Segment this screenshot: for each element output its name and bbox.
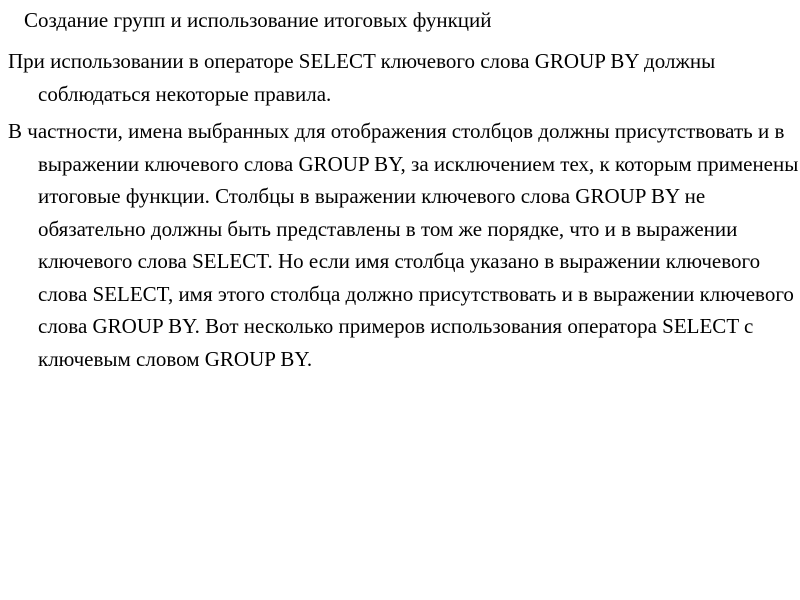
paragraph-group-by-details: В частности, имена выбранных для отображения столбцов должны присутствовать и в выражении ключевого слова GROUP BY, за исключением тех, к которым применены итоговые функции. Столбцы в выражении ключевого слова GROUP BY не обязательно должны быть представлены в том же порядке, что и в выражении ключевого слова SELECT. Но если имя столбца указано в выражении ключевого слова SELECT, имя этого столбца должно присутствовать и в выражении ключевого слова GROUP BY. Вот несколько примеров использования оператора SELECT с ключевым словом GROUP BY. [8, 119, 799, 371]
paragraph-group-by-rules: При использовании в операторе SELECT ключевого слова GROUP BY должны соблюдаться некоторые правила. [8, 49, 716, 106]
slide-title: Создание групп и использование итоговых функций [24, 8, 492, 32]
